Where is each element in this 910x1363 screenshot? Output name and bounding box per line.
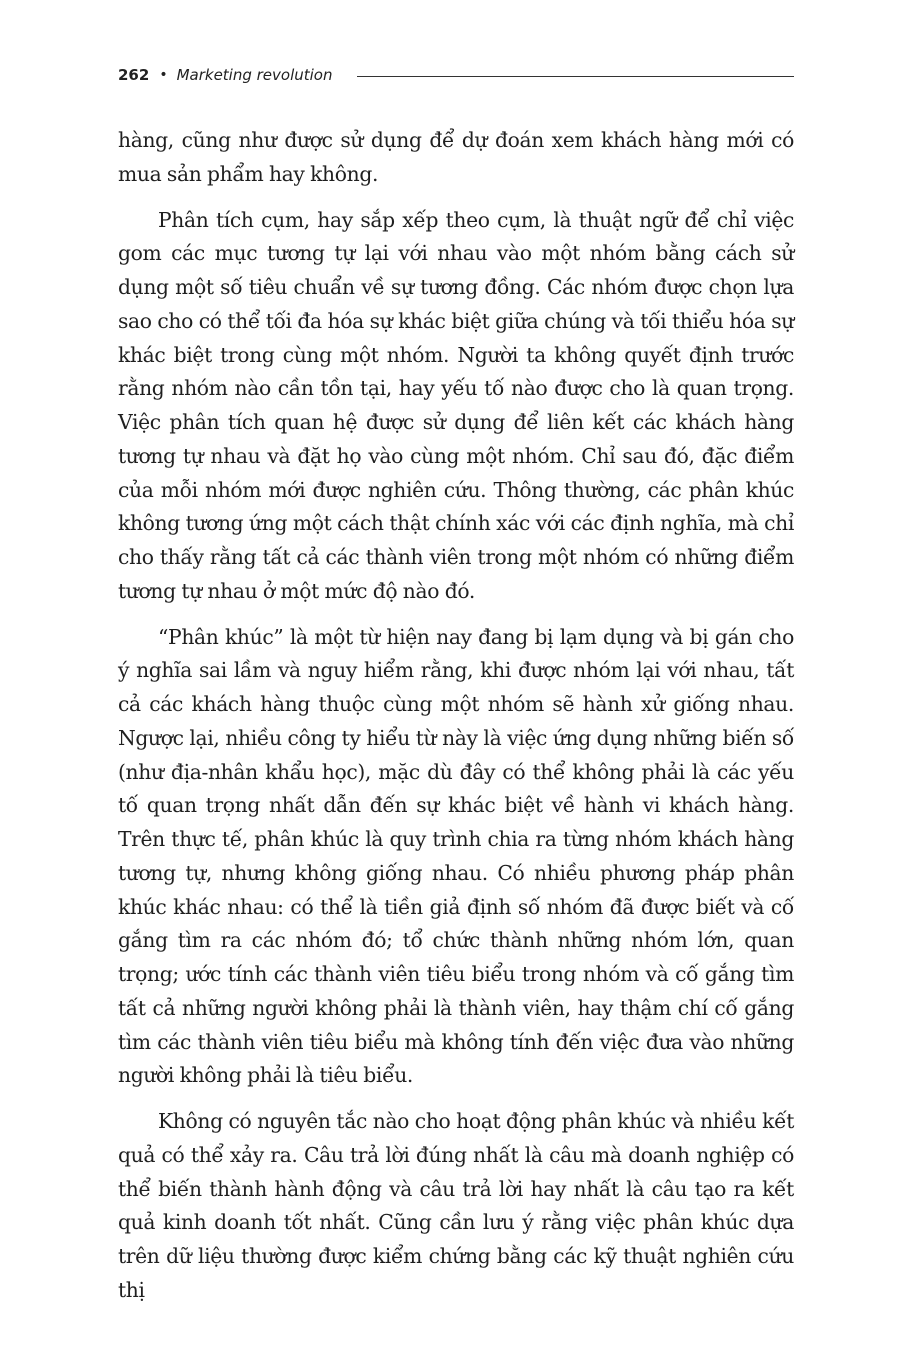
body-text xyxy=(118,124,794,1320)
paragraph-continued: hàng, cũng như được sử dụng để dự đoán xem khách hàng mới có mua sản phẩm hay không. xyxy=(118,128,794,186)
running-title: Marketing revolution xyxy=(176,66,333,84)
page-number: 262 xyxy=(118,66,150,84)
paragraph-segmentation-rules: Không có nguyên tắc nào cho hoạt động phân khúc và nhiều kết quả có thể xảy ra. Câu trả lời đúng nhất là câu mà doanh nghiệp có thể biến thành hành động và câu trả lời hay nhất là câu tạo ra kết quả kinh doanh tốt nhất. Cũng cần lưu ý rằng việc phân khúc dựa trên dữ liệu thường được kiểm chứng bằng các kỹ thuật nghiên cứu thị xyxy=(118,1109,794,1302)
paragraph-cluster-analysis: Phân tích cụm, hay sắp xếp theo cụm, là thuật ngữ để chỉ việc gom các mục tương tự lại với nhau vào một nhóm bằng cách sử dụng một số tiêu chuẩn về sự tương đồng. Các nhóm được chọn lựa sao cho có thể tối đa hóa sự khác biệt giữa chúng và tối thiểu hóa sự khác biệt trong cùng một nhóm. Người ta không quyết định trước rằng nhóm nào cần tồn tại, hay yếu tố nào được cho là quan trọng. Việc phân tích quan hệ được sử dụng để liên kết các khách hàng tương tự nhau và đặt họ vào cùng một nhóm. Chỉ sau đó, đặc điểm của mỗi nhóm mới được nghiên cứu. Thông thường, các phân khúc không tương ứng một cách thật chính xác với các định nghĩa, mà chỉ cho thấy rằng tất cả các thành viên trong một nhóm có những điểm tương tự nhau ở một mức độ nào đó. xyxy=(118,207,794,603)
page-header xyxy=(118,63,794,87)
header-rule xyxy=(357,76,795,77)
header-bullet: • xyxy=(159,67,168,83)
paragraph-segmentation: “Phân khúc” là một từ hiện nay đang bị lạm dụng và bị gán cho ý nghĩa sai lầm và nguy hiểm rằng, khi được nhóm lại với nhau, tất cả các khách hàng thuộc cùng một nhóm sẽ hành xử giống nhau. Ngược lại, nhiều công ty hiểu từ này là việc ứng dụng những biến số (như địa-nhân khẩu học), mặc dù đây có thể không phải là các yếu tố quan trọng nhất dẫn đến sự khác biệt về hành vi khách hàng. Trên thực tế, phân khúc là quy trình chia ra từng nhóm khách hàng tương tự, nhưng không giống nhau. Có nhiều phương pháp phân khúc khác nhau: có thể là tiền giả định số nhóm đã được biết và cố gắng tìm ra các nhóm đó; tổ chức thành những nhóm lớn, quan trọng; ước tính các thành viên tiêu biểu trong nhóm và cố gắng tìm tất cả những người không phải là thành viên, hay thậm chí cố gắng tìm các thành viên tiêu biểu mà không tính đến việc đưa vào những người không phải là tiêu biểu. xyxy=(118,624,794,1088)
